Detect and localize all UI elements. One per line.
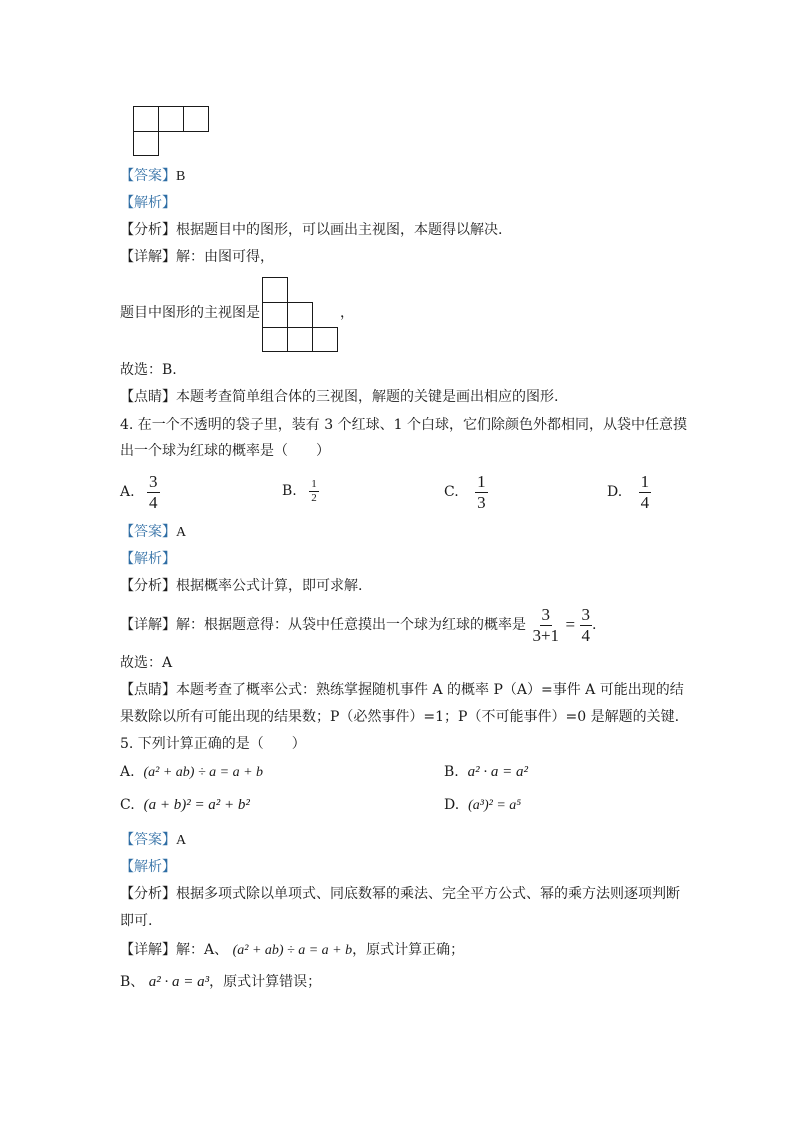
grid-cell	[262, 277, 288, 303]
q3-main-view-text: 题目中图形的主视图是	[120, 305, 260, 321]
q5-fenxi-line2: 即可.	[120, 913, 153, 929]
q5-option-b: B. a² · a = a²	[444, 764, 529, 780]
q4-stem-line2: 出一个球为红球的概率是（ ）	[120, 443, 330, 459]
grid-cell	[262, 327, 288, 352]
q4-stem-line1: 4. 在一个不透明的袋子里，装有 3 个红球、1 个白球，它们除颜色外都相同，从袋中任意摸	[120, 417, 687, 433]
q3-dianjing: 【点睛】本题考查简单组合体的三视图，解题的关键是画出相应的图形.	[120, 389, 559, 405]
q5-option-c: C. (a + b)² = a² + b²	[120, 797, 250, 813]
q4-option-c: C. $\frac{1}{3}$	[444, 472, 486, 512]
grid-cell	[287, 327, 313, 352]
q3-fenxi: 【分析】根据题目中的图形，可以画出主视图，本题得以解决.	[120, 222, 503, 238]
q3-guxuan: 故选：B.	[120, 362, 177, 378]
q4-guxuan: 故选：A	[120, 655, 173, 671]
grid-cell	[133, 131, 159, 156]
q4-jiexi: 【解析】	[120, 551, 176, 567]
q4-fenxi: 【分析】根据概率公式计算，即可求解.	[120, 578, 363, 594]
q4-answer-line: 【答案】A	[120, 524, 187, 540]
q3-jiexi: 【解析】	[120, 195, 176, 211]
q4-option-d: D. $\frac{1}{4}$	[607, 472, 650, 512]
q5-option-a: A. (a² + ab) ÷ a = a + b	[120, 764, 264, 780]
top-view-figure	[133, 106, 213, 156]
q5-jiexi: 【解析】	[120, 859, 176, 875]
grid-cell	[133, 106, 159, 132]
q4-option-a: A. $\frac{3}{4}$	[120, 472, 158, 512]
q5-answer-line: 【答案】A	[120, 832, 187, 848]
q4-dianjing-line2: 果数除以所有可能出现的结果数；P（必然事件）=1；P（不可能事件）=0 是解题的关键.	[120, 709, 680, 725]
grid-cell	[312, 327, 338, 352]
q5-xiangjie: 【详解】解：A、 (a² + ab) ÷ a = a + b，原式计算正确；	[120, 942, 465, 958]
q4-xiangjie: 【详解】解：根据题意得：从袋中任意摸出一个球为红球的概率是 $\frac{3}{3+1}$ = $\frac{3}{4}$ .	[120, 604, 597, 645]
q4-calc-frac2: $\frac{3}{4}$	[581, 604, 591, 645]
q5-line-b: B、 a² · a = a³，原式计算错误；	[120, 974, 322, 990]
q5-fenxi-line1: 【分析】根据多项式除以单项式、同底数幂的乘法、完全平方公式、幂的乘方法则逐项判断	[120, 886, 680, 902]
q5-stem: 5. 下列计算正确的是（ ）	[120, 736, 306, 752]
q3-main-view-suffix: ，	[340, 305, 354, 321]
q4-calc-frac1: $\frac{3}{3+1}$	[532, 604, 560, 645]
grid-cell	[183, 106, 209, 132]
q4-option-b: B. $\frac{1}{2}$	[282, 478, 317, 504]
q5-option-d: D. (a³)² = a⁵	[444, 797, 522, 813]
grid-cell	[262, 302, 288, 328]
q3-xiangjie: 【详解】解：由图可得，	[120, 249, 274, 265]
q3-answer-line: 【答案】B	[120, 168, 186, 184]
q4-dianjing-line1: 【点睛】本题考查了概率公式：熟练掌握随机事件 A 的概率 P（A）=事件 A 可能出现的结	[120, 682, 684, 698]
grid-cell	[158, 106, 184, 132]
grid-cell	[287, 302, 313, 328]
main-view-figure	[262, 277, 340, 352]
